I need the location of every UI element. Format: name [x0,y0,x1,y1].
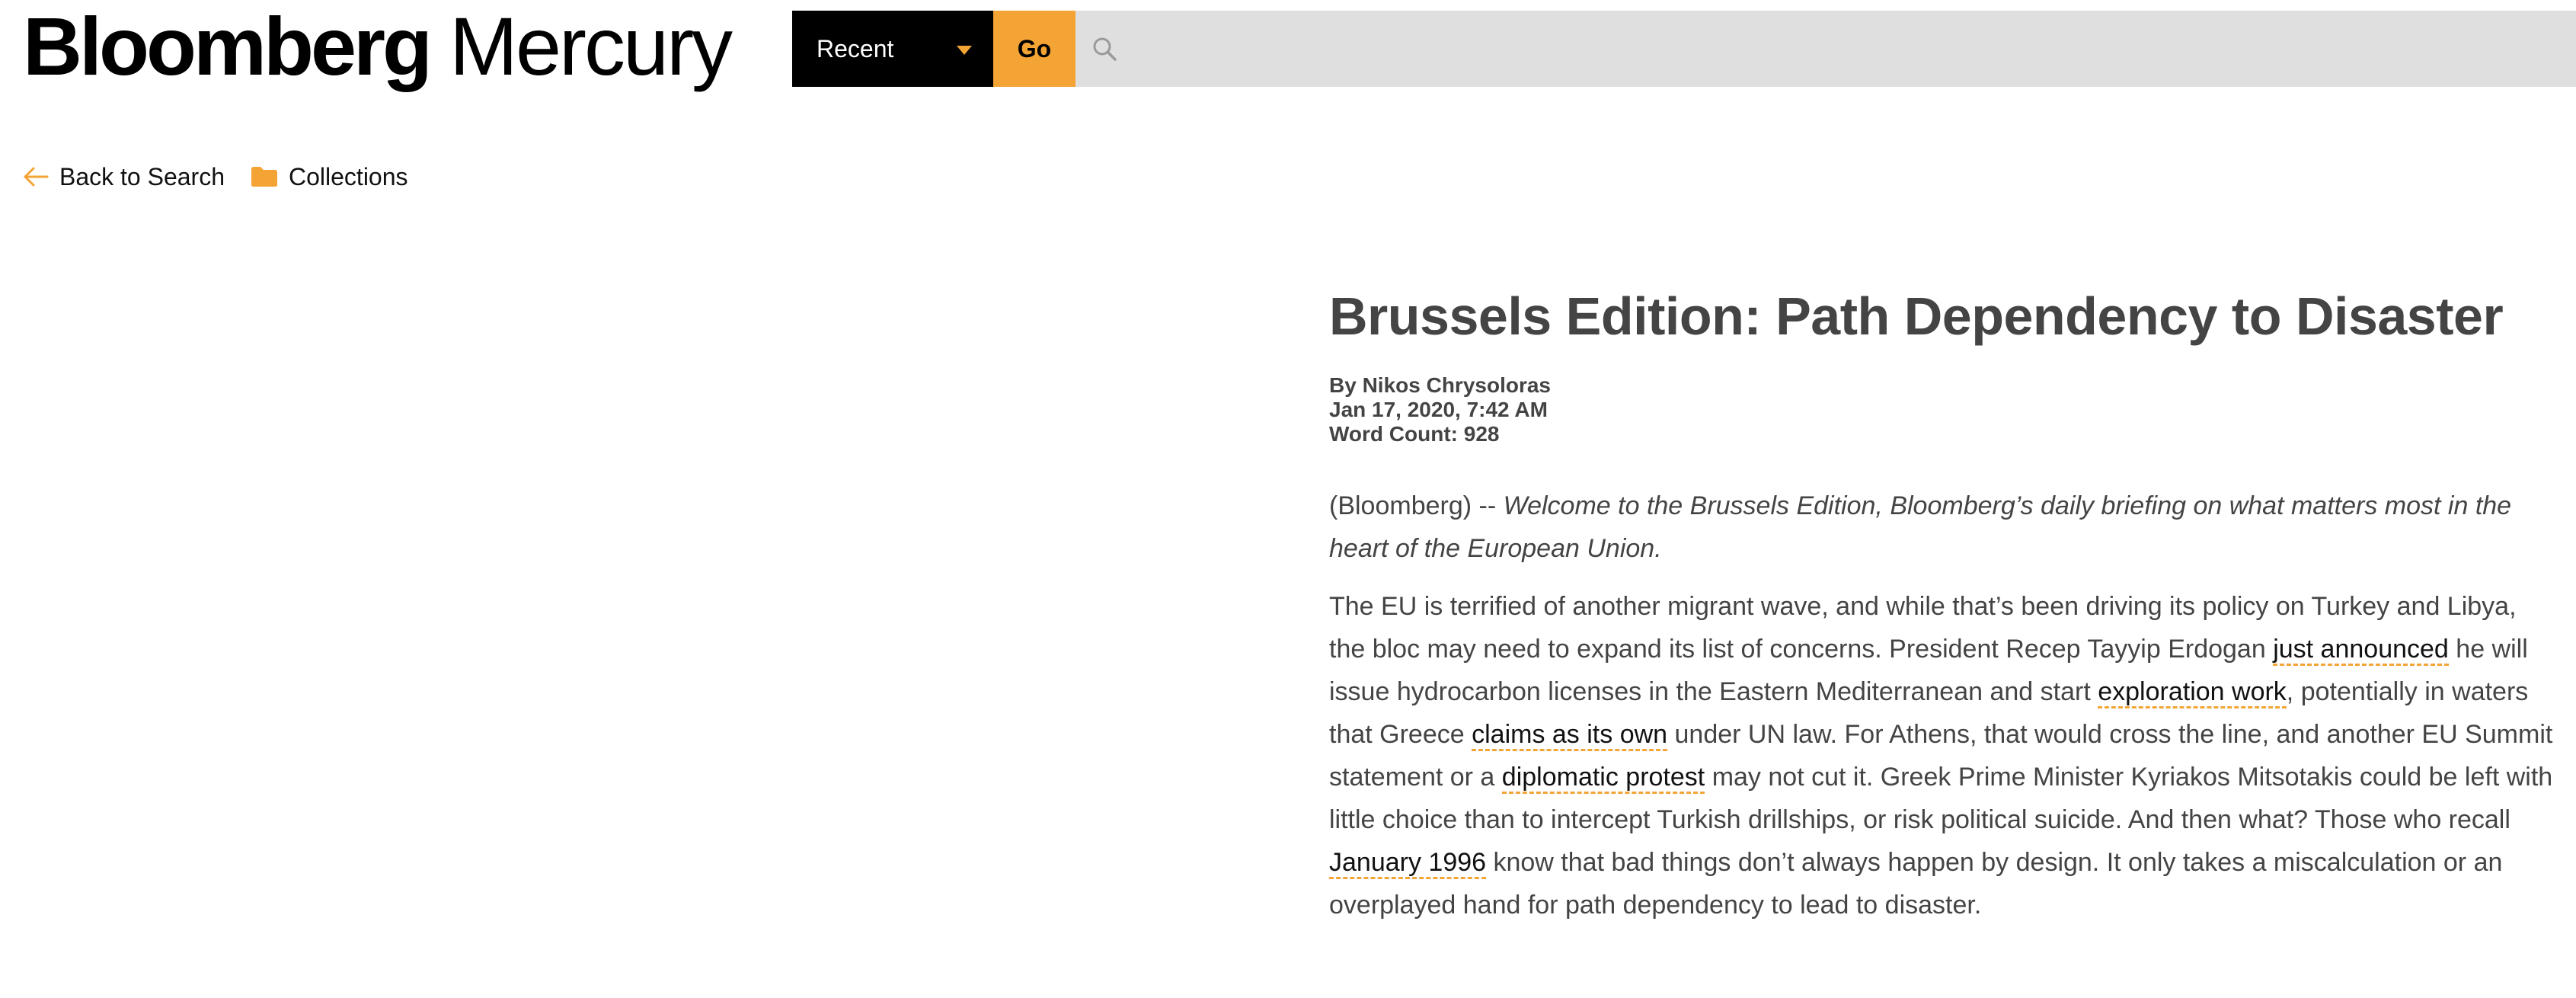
intro-paragraph [1329,485,2559,570]
body-text-segment: he will issue hydrocarbon licenses in the Eastern Mediterranean and start [1329,635,2528,706]
header [0,0,2576,91]
link-diplomatic-protest[interactable]: diplomatic protest [1502,763,1705,794]
back-to-search-link[interactable] [23,163,225,191]
article-meta [1329,373,2559,446]
search-input[interactable] [1121,11,2576,87]
back-to-search-label: Back to Search [59,162,225,190]
body-text-segment: know that bad things don’t always happen by design. It only takes a miscalculation or an overplayed hand for path dependency to lead to disaster. [1329,848,2503,920]
intro-text: Welcome to the Brussels Edition, Bloomberg’s daily briefing on what matters most in the heart of the European Union. [1329,491,2512,563]
body-text-segment: , potentially in waters that Greece [1329,677,2529,749]
recent-dropdown[interactable] [792,11,993,87]
article-body [1329,485,2559,926]
word-count: Word Count: 928 [1329,422,1500,446]
logo-mercury: Mercury [449,0,731,92]
search-bar [792,11,2576,87]
collections-label: Collections [289,162,408,190]
article-nav [23,155,434,198]
body-text-segment: The EU is terrified of another migrant wave, and while that’s been driving its policy on Turkey and Libya, the bloc may need to expand its list of concerns. President Recep Tayyip Erdogan [1329,592,2517,664]
body-text-segment: may not cut it. Greek Prime Minister Kyriakos Mitsotakis could be left with little choice than to intercept Turkish drillships, or risk political suicide. And then what? Those who recall [1329,763,2553,834]
publish-date: Jan 17, 2020, 7:42 AM [1329,398,1548,421]
body-text-segment: under UN law. For Athens, that would cross the line, and another EU Summit statement or a [1329,720,2553,792]
folder-icon [251,166,278,187]
go-button[interactable]: Go [993,11,1075,87]
link-january-1996[interactable]: January 1996 [1329,848,1486,879]
intro-source: (Bloomberg) -- [1329,491,1504,520]
article [1329,276,2559,942]
logo-bloomberg: Bloomberg [23,0,430,92]
body-paragraph [1329,585,2559,926]
recent-dropdown-label: Recent [817,34,894,62]
arrow-left-icon [23,167,49,187]
byline: By Nikos Chrysoloras [1329,373,1551,397]
link-exploration-work[interactable]: exploration work [2098,677,2287,709]
search-icon [1088,32,1121,66]
link-just-announced[interactable]: just announced [2273,635,2449,666]
caret-down-icon [957,46,972,55]
link-claims-as-its-own[interactable]: claims as its own [1472,720,1667,751]
collections-link[interactable] [251,163,408,191]
bloomberg-mercury-logo[interactable] [23,2,730,90]
article-title: Brussels Edition: Path Dependency to Disaster [1329,286,2504,346]
search-field[interactable] [1075,11,2576,87]
